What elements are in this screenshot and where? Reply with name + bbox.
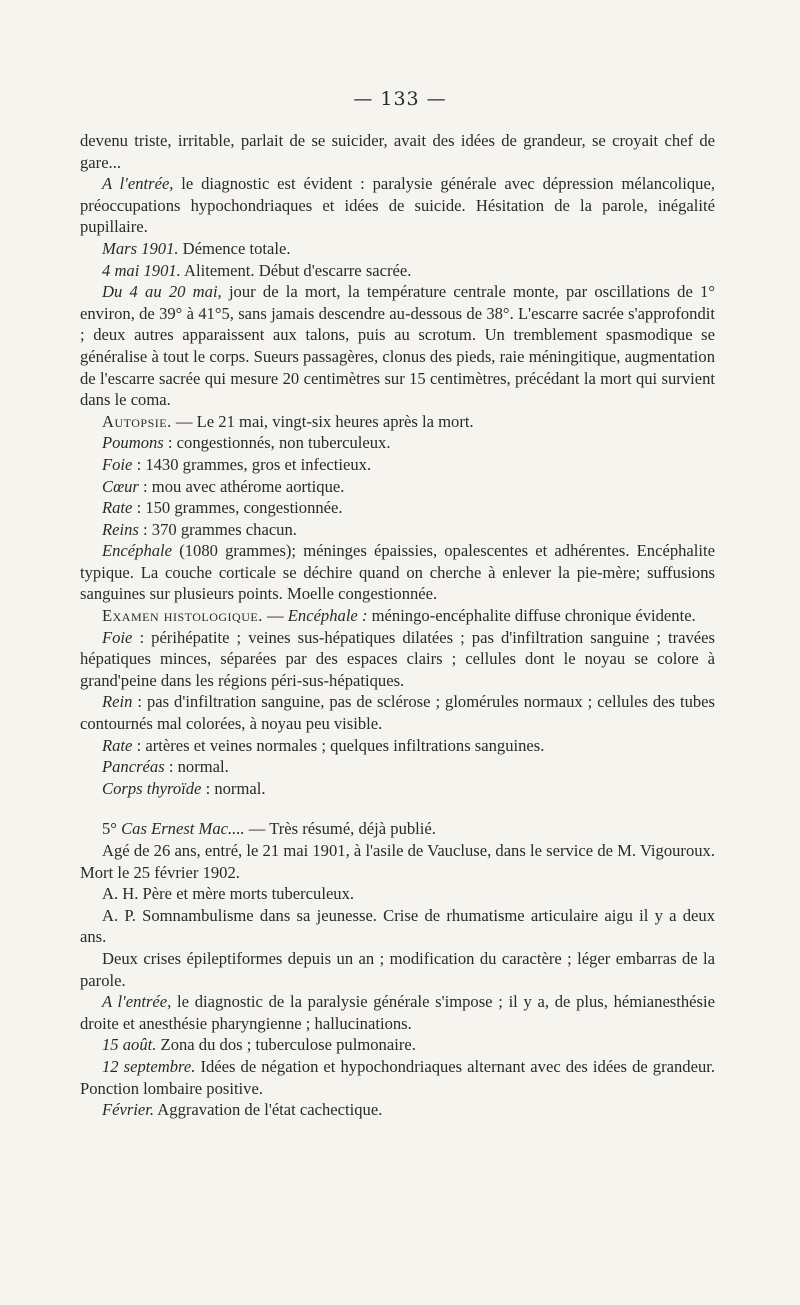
paragraph-text: — [262, 606, 288, 626]
paragraph-text: Aggravation de l'état cachectique. [154, 1100, 383, 1120]
paragraph-text: — Très résumé, déjà publié. [244, 819, 436, 839]
paragraph [80, 540, 715, 605]
paragraph-text: Idées de négation et hypochondriaques alternant avec des idées de grandeur. Ponction lombaire positive. [80, 1056, 715, 1098]
paragraph-text: : mou avec athérome aortique. [138, 476, 345, 496]
paragraph-text: le diagnostic de la paralysie générale s'impose ; il y a, de plus, hémianesthésie droite et anesthésie pharyngienne ; hallucinations. [80, 992, 715, 1033]
case-number: 5° [102, 819, 122, 839]
paragraph-text: : 370 grammes chacun. [138, 519, 297, 539]
paragraph: A. P. Somnambulisme dans sa jeunesse. Crise de rhumatisme articulaire aigu il y a deux ans. [80, 905, 715, 947]
lead-italic: Foie [102, 454, 133, 474]
paragraph: devenu triste, irritable, parlait de se suicider, avait des idées de grandeur, se croyait chef de gare... [80, 131, 715, 172]
paragraph [80, 454, 715, 476]
paragraph-text: Alitement. Début d'escarre sacrée. [180, 260, 412, 280]
lead-italic: Encéphale : [287, 606, 368, 626]
paragraph [80, 476, 715, 498]
paragraph-text: : périhépatite ; veines sus-hépatiques dilatées ; pas d'infiltration sanguine ; travées hépatiques minces, séparées par des espaces clairs ; cellules dont le noyau se colore à grand'peine dans les régions péri-sus-hépatiques. [80, 627, 715, 690]
paragraph: Agé de 26 ans, entré, le 21 mai 1901, à l'asile de Vaucluse, dans le service de M. Vigouroux. Mort le 25 février 1902. [80, 841, 715, 882]
lead-italic: Février. [102, 1100, 155, 1120]
lead-italic: Cœur [102, 476, 139, 496]
paragraph-text: Zona du dos ; tuberculose pulmonaire. [156, 1035, 416, 1055]
paragraph-text: le diagnostic est évident : paralysie générale avec dépression mélancolique, préoccupations hypochondriaques et idées de suicide. Hésitation de la parole, inégalité pupillaire. [80, 174, 715, 237]
section-heading: Autopsie. [102, 411, 172, 431]
paragraph [80, 519, 715, 541]
paragraph [80, 260, 715, 282]
lead-italic: Rate [102, 735, 133, 755]
lead-italic: Mars 1901. [102, 238, 179, 258]
lead-italic: Corps thyroïde [102, 778, 202, 798]
paragraph [80, 778, 715, 800]
paragraph-text: : normal. [201, 778, 266, 798]
paragraph [80, 1034, 715, 1056]
page-number: — 133 — [353, 88, 447, 110]
paragraph [80, 411, 715, 433]
lead-italic: Poumons [102, 433, 164, 453]
paragraph-text: : 1430 grammes, gros et infectieux. [132, 454, 372, 474]
paragraph [80, 432, 715, 454]
paragraph-text: : normal. [164, 757, 229, 777]
paragraph [80, 173, 715, 238]
case-heading [80, 818, 715, 840]
paragraph-text: : 150 grammes, congestionnée. [132, 498, 343, 518]
lead-italic: Reins [102, 519, 139, 539]
lead-italic: 4 mai 1901. [102, 260, 181, 280]
lead-italic: Rein [102, 692, 133, 712]
paragraph [80, 605, 715, 627]
paragraph [80, 238, 715, 260]
paragraph: A. H. Père et mère morts tuberculeux. [102, 884, 355, 904]
paragraph [80, 991, 715, 1034]
paragraph-text: — Le 21 mai, vingt-six heures après la mort. [171, 411, 474, 431]
lead-italic: Cas Ernest Mac.... [121, 819, 245, 839]
paragraph [80, 756, 715, 778]
section-heading: Examen histologique. [102, 606, 263, 626]
lead-italic: Encéphale [102, 541, 173, 561]
paragraph-text: : artères et veines normales ; quelques infiltrations sanguines. [132, 735, 545, 755]
paragraph [80, 1099, 715, 1121]
lead-italic: Pancréas [102, 757, 165, 777]
lead-italic: Du 4 au 20 mai, [102, 282, 222, 302]
paragraph [80, 497, 715, 519]
paragraph [80, 735, 715, 757]
paragraph-text: méningo-encéphalite diffuse chronique évidente. [367, 606, 696, 626]
paragraph [80, 627, 715, 692]
lead-italic: A l'entrée, [102, 174, 174, 194]
lead-italic: 15 août. [102, 1035, 157, 1055]
paragraph-text: (1080 grammes); méninges épaissies, opalescentes et adhérentes. Encéphalite typique. La couche corticale se déchire quand on cherche à enlever la pie-mère; suffusions sanguines sur plusieurs points. Moelle congestionnée. [80, 541, 715, 604]
paragraph-text: : congestionnés, non tuberculeux. [163, 433, 391, 453]
paragraph [80, 691, 715, 734]
lead-italic: 12 septembre. [102, 1056, 196, 1076]
paragraph [80, 1056, 715, 1099]
paragraph-text: : pas d'infiltration sanguine, pas de sclérose ; glomérules normaux ; cellules des tubes contournés mal colorées, à noyau peu visible. [80, 692, 715, 734]
paragraph: Deux crises épileptiformes depuis un an ; modification du caractère ; léger embarras de la parole. [80, 948, 715, 990]
body-text [80, 130, 715, 1121]
lead-italic: Foie [102, 627, 133, 647]
lead-italic: Rate [102, 498, 133, 518]
lead-italic: A l'entrée, [102, 992, 172, 1012]
paragraph-text: jour de la mort, la température centrale monte, par oscillations de 1° environ, de 39° à 41°5, sans jamais descendre au-dessous de 38°. L'escarre sacrée s'approfondit ; deux autres apparaissent aux talons, puis au scrotum. Un tremblement spasmodique se généralise à tout le corps. Sueurs passagères, clonus des pieds, raie méningitique, augmentation de l'escarre sacrée qui mesure 20 centimètres sur 15 centimètres, précédant la mort qui survient dans le coma. [80, 282, 715, 410]
paragraph [80, 281, 715, 411]
paragraph-text: Démence totale. [178, 238, 291, 258]
